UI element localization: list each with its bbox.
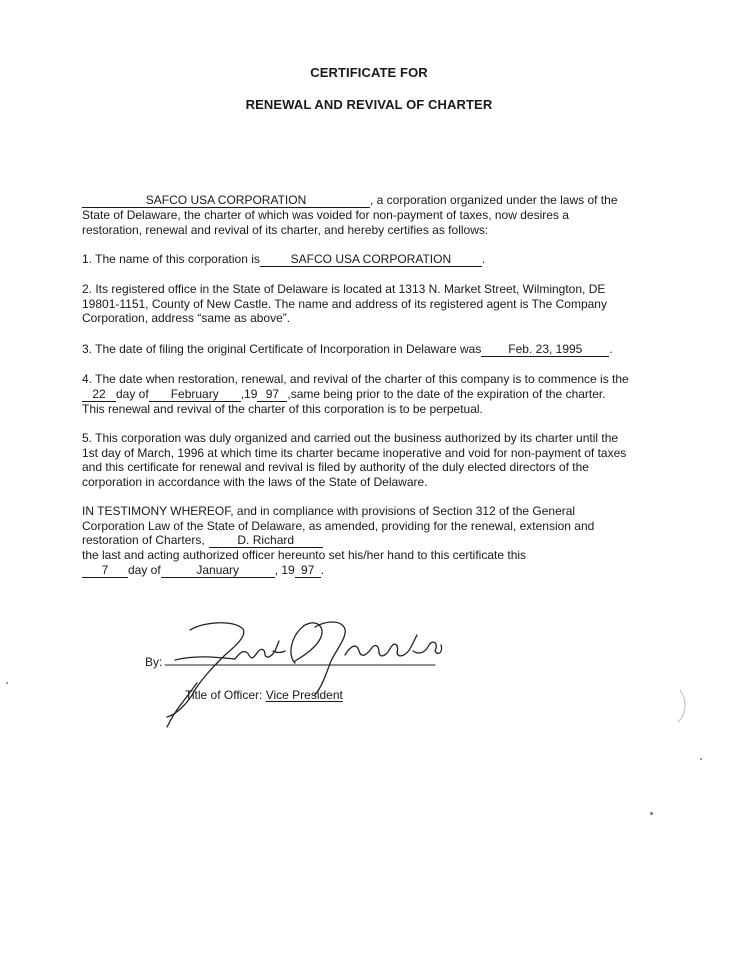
item4-day: 22 [82, 388, 116, 402]
item2-line1: 2. Its registered office in the State of Delaware is located at 1313 N. Market Street, Wilmington, DE [82, 282, 606, 296]
intro-line3: restoration, renewal and revival of its charter, and hereby certifies as follows: [82, 222, 489, 237]
testimony-line1: IN TESTIMONY WHEREOF, and in compliance with provisions of Section 312 of the General [82, 504, 576, 518]
testimony-day: 7 [82, 564, 128, 578]
item4-line1: 4. The date when restoration, renewal, and revival of the charter of this company is to commence is the [82, 372, 629, 386]
intro-paragraph [82, 193, 662, 237]
title-of-officer [185, 688, 343, 702]
by-label: By: [145, 655, 163, 669]
item1-value: SAFCO USA CORPORATION [260, 253, 482, 267]
signature-block [145, 615, 465, 735]
scan-speck [6, 682, 8, 684]
testimony-line4: the last and acting authorized officer hereunto set his/her hand to this certificate this [82, 548, 527, 562]
item2-line2: 19801-1151, County of New Castle. The name and address of its registered agent is The Company [82, 296, 607, 311]
scan-speck [650, 812, 653, 815]
item2-line3: Corporation, address “same as above”. [82, 311, 291, 325]
item4-month: February [149, 388, 241, 402]
item4-year-prefix: ,19 [240, 386, 258, 401]
item4-day-text: day of [116, 386, 149, 401]
company-name-blank: SAFCO USA CORPORATION [82, 194, 370, 208]
item5-line3: and this certificate for renewal and revival is filed by authority of the duly elected directors of the [82, 460, 589, 474]
testimony-line2: Corporation Law of the State of Delaware, as amended, providing for the renewal, extension and [82, 518, 595, 533]
testimony-line3-prefix: restoration of Charters, [82, 533, 205, 547]
title-line-2: RENEWAL AND REVIVAL OF CHARTER [245, 97, 493, 112]
item3-value: Feb. 23, 1995 [481, 343, 609, 357]
testimony-month: January [161, 564, 275, 578]
item-3 [82, 342, 662, 357]
handwritten-signature [145, 615, 465, 735]
item5-line2: 1st day of March, 1996 at which time its charter became inoperative and void for non-payment of taxes [82, 445, 627, 460]
item3-suffix: . [609, 342, 613, 356]
testimony-end: . [320, 562, 325, 577]
item3-prefix: 3. The date of filing the original Certificate of Incorporation in Delaware was [82, 342, 482, 356]
item-2 [82, 282, 662, 326]
item5-line4: corporation in accordance with the laws of the State of Delaware. [82, 474, 428, 489]
item-4 [82, 372, 662, 416]
scan-mark [672, 688, 692, 728]
testimony-year: 97 [295, 564, 321, 578]
item4-line2-rest: ,same being prior to the date of the expiration of the charter. [287, 386, 606, 401]
item5-line1: 5. This corporation was duly organized and carried out the business authorized by its charter until the [82, 431, 619, 445]
intro-line1-rest: , a corporation organized under the laws of the [370, 193, 618, 207]
officer-name: D. Richard [209, 534, 323, 548]
item4-year: 97 [257, 388, 287, 402]
item4-line3: This renewal and revival of the charter of this corporation is to be perpetual. [82, 401, 483, 416]
testimony-day-text: day of [128, 562, 161, 577]
scan-speck [700, 758, 702, 760]
item-5 [82, 431, 662, 489]
item-1 [82, 252, 662, 267]
item1-prefix: 1. The name of this corporation is [82, 252, 260, 266]
title-of-officer-label: Title of Officer: [185, 688, 263, 702]
intro-line2: State of Delaware, the charter of which was voided for non-payment of taxes, now desires a [82, 208, 569, 222]
item1-suffix: . [481, 252, 486, 266]
testimony-paragraph [82, 504, 662, 578]
title-line-1: CERTIFICATE FOR [310, 65, 428, 80]
title-of-officer-value: Vice President [265, 688, 343, 702]
testimony-year-prefix: , 19 [274, 562, 295, 577]
